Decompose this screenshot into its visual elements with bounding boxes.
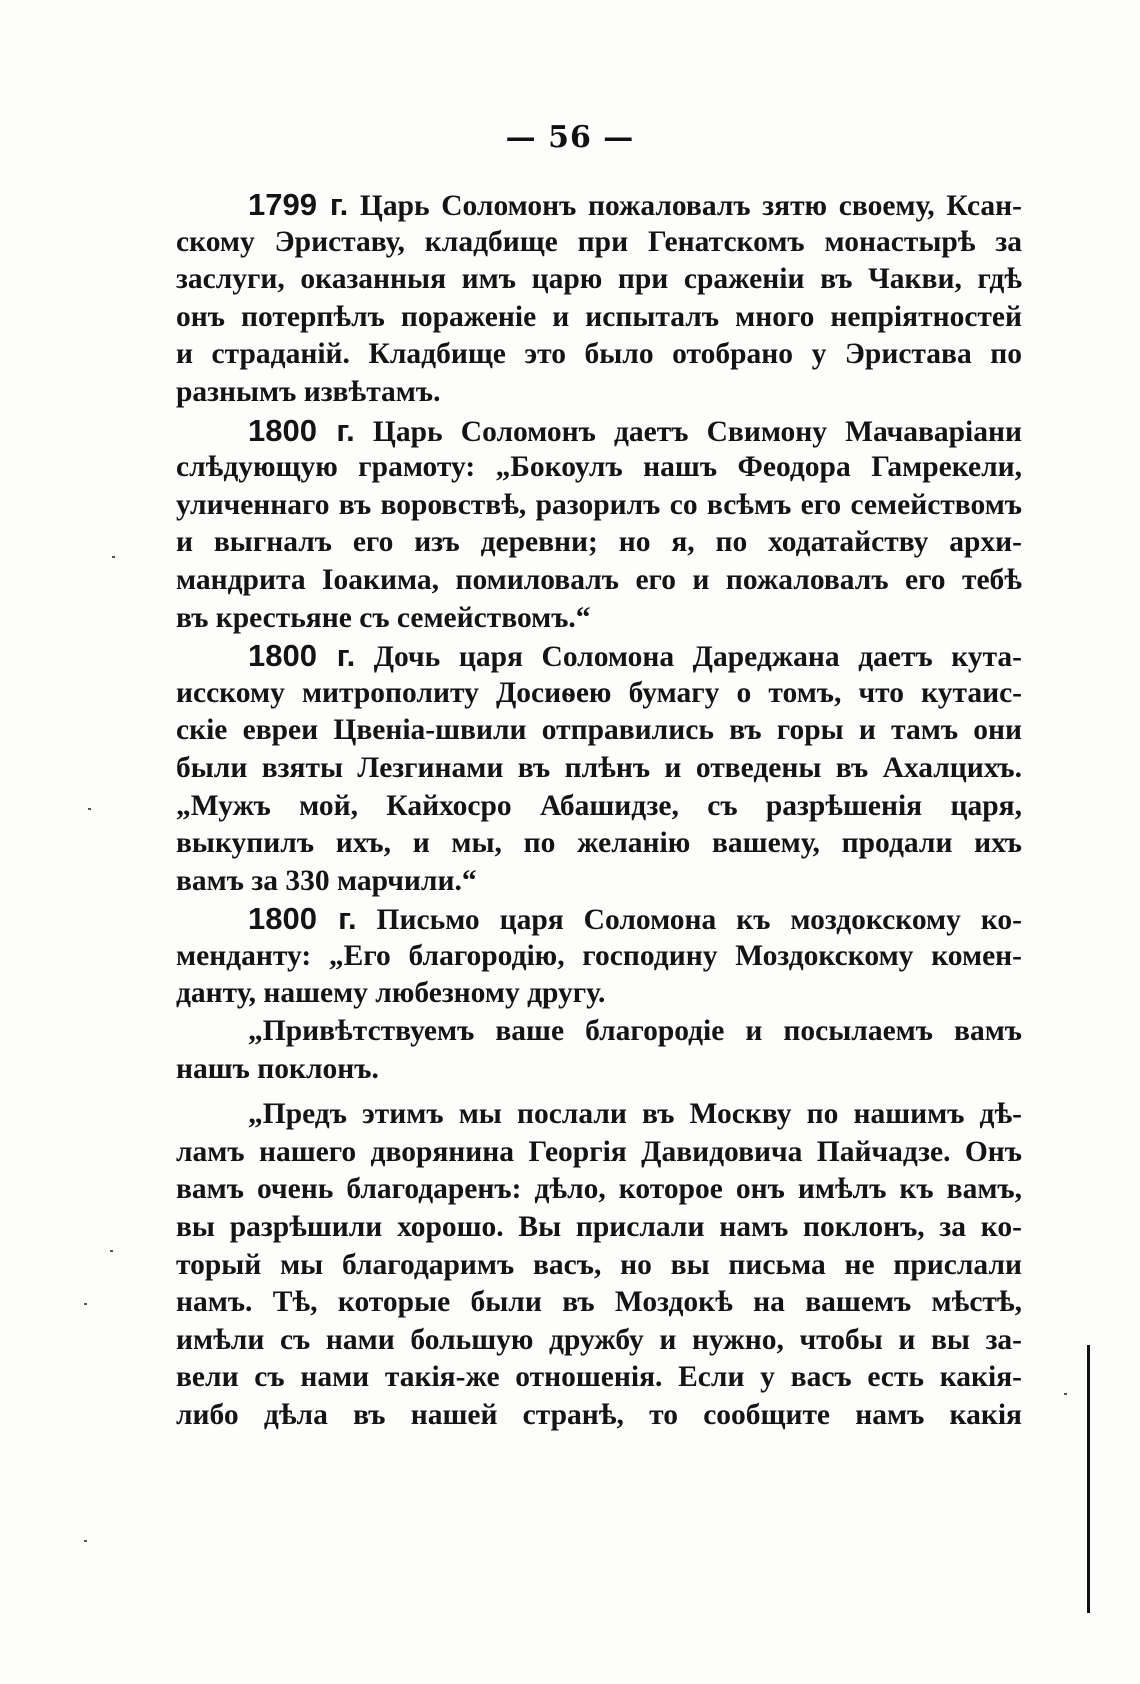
year-heading: 1800 г.: [248, 412, 355, 448]
text-line: и страданій. Кладбище это было отобрано у Эристава по: [176, 338, 1022, 371]
scan-speck: [88, 808, 91, 810]
text-line: въ крестьяне съ семействомъ.“: [176, 601, 591, 634]
year-heading: 1800 г.: [248, 901, 357, 937]
text-line: либо дѣла въ нашей странѣ, то сообщите намъ какія: [176, 1399, 1022, 1431]
text-line: 1800 г. Царь Соломонъ даетъ Свимону Мачаваріани: [248, 412, 1022, 448]
text-line: „Мужъ мой, Кайхосро Абашидзе, съ разрѣшенія царя,: [176, 789, 1022, 822]
scan-speck: [84, 1540, 87, 1542]
scan-speck: [110, 1250, 113, 1252]
text-line: торый мы благодаримъ васъ, но вы письма не прислали: [176, 1248, 1022, 1281]
text-line: заслуги, оказанныя имъ царю при сраженіи въ Чакви, гдѣ: [176, 263, 1022, 296]
text-line: разнымъ извѣтамъ.: [176, 375, 441, 408]
text-line: имѣли съ нами большую дружбу и нужно, чтобы и вы за-: [176, 1323, 1022, 1356]
text-line: менданту: „Его благородію, господину Моздокскому комен-: [176, 939, 1022, 972]
page-number: — 56 —: [505, 120, 635, 155]
text-line: „Предъ этимъ мы послали въ Москву по нашимъ дѣ-: [248, 1098, 1022, 1131]
year-heading: 1800 г.: [248, 638, 356, 674]
text-line: скіе евреи Цвеніа-швили отправились въ горы и тамъ они: [176, 714, 1022, 747]
text-line: и выгналъ его изъ деревни; но я, по ходатайству архи-: [176, 526, 1022, 559]
text-line: онъ потерпѣлъ пораженіе и испыталъ много непріятностей: [176, 300, 1022, 333]
text-line: выкупилъ ихъ, и мы, по желанію вашему, продали ихъ: [176, 827, 1022, 860]
paragraph-gap: [176, 1088, 1022, 1096]
text-line: 1799 г. Царь Соломонъ пожаловалъ зятю своему, Ксан-: [248, 187, 1022, 222]
scan-speck: [112, 556, 115, 558]
text-line: вамъ очень благодаренъ: дѣло, которое онъ имѣлъ къ вамъ,: [176, 1173, 1022, 1206]
text-line: 1800 г. Дочь царя Соломона Дареджана даетъ кута-: [248, 638, 1022, 674]
text-line: скому Эриставу, кладбище при Генатскомъ монастырѣ за: [176, 225, 1022, 258]
scan-speck: [84, 1303, 87, 1305]
margin-mark: [1087, 1345, 1090, 1613]
text-line: ламъ нашего дворянина Георгія Давидовича Пайчадзе. Онъ: [176, 1135, 1022, 1168]
year-heading: 1799 г.: [248, 187, 349, 222]
text-line: вели съ нами такія-же отношенія. Если у васъ есть какія-: [176, 1361, 1022, 1394]
body-text: [176, 186, 1022, 1435]
text-line: вамъ за 330 марчили.“: [176, 864, 477, 897]
text-line: мандрита Іоакима, помиловалъ его и пожаловалъ его тебѣ: [176, 563, 1022, 596]
text-line: нашъ поклонъ.: [176, 1052, 379, 1085]
text-line: вы разрѣшили хорошо. Вы прислали намъ поклонъ, за ко-: [176, 1211, 1022, 1244]
text-line: уличеннаго въ воровствѣ, разорилъ со всѣмъ его семействомъ: [176, 488, 1022, 521]
text-line: исскому митрополиту Досиѳею бумагу о томъ, что кутаис-: [176, 676, 1022, 709]
text-line: „Привѣтствуемъ ваше благородіе и посылаемъ вамъ: [248, 1015, 1022, 1048]
text-line: слѣдующую грамоту: „Бокоулъ нашъ Феодора Гамрекели,: [176, 451, 1022, 484]
text-line: 1800 г. Письмо царя Соломона къ моздокскому ко-: [248, 901, 1023, 937]
scan-speck: [1064, 1393, 1067, 1395]
text-line: намъ. Тѣ, которые были въ Моздокѣ на вашемъ мѣстѣ,: [176, 1286, 1022, 1319]
text-line: были взяты Лезгинами въ плѣнъ и отведены въ Ахалцихъ.: [176, 751, 1022, 784]
text-line: данту, нашему любезному другу.: [176, 977, 606, 1010]
